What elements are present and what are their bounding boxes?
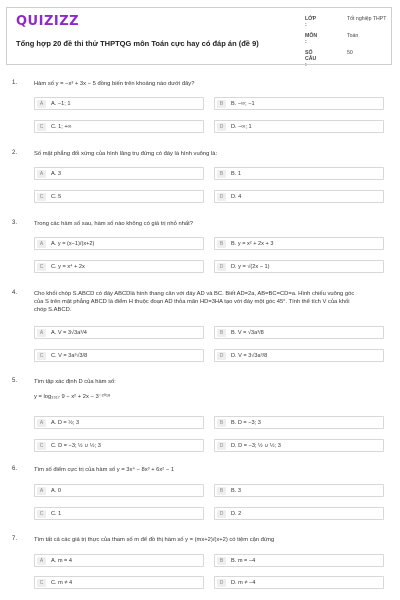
- question-number: 4.: [12, 290, 18, 296]
- option-letter: B: [217, 170, 226, 178]
- meta-value: 50: [347, 50, 353, 56]
- option-text: A. 0: [51, 488, 61, 494]
- option-d[interactable]: [214, 439, 384, 452]
- option-letter: B: [217, 557, 226, 565]
- question-number: 1.: [12, 80, 18, 86]
- option-letter: A: [37, 419, 46, 427]
- option-a[interactable]: [34, 97, 204, 110]
- option-letter: B: [217, 329, 226, 337]
- option-d[interactable]: [214, 349, 384, 362]
- option-letter: C: [37, 123, 46, 131]
- question-text: Tìm tập xác định D của hàm số:: [34, 379, 116, 385]
- option-a[interactable]: [34, 484, 204, 497]
- option-text: C. 5: [51, 194, 62, 200]
- option-letter: B: [217, 419, 226, 427]
- question-number: 2.: [12, 150, 18, 156]
- option-a[interactable]: [34, 237, 204, 250]
- option-d[interactable]: [214, 190, 384, 203]
- question-text: Hàm số y = −x³ + 3x − 5 đồng biến trên khoảng nào dưới đây?: [34, 81, 195, 87]
- question-text: Tìm số điểm cực trị của hàm số y = 3x⁴ − 8x³ + 6x² − 1: [34, 467, 175, 473]
- option-a[interactable]: [34, 554, 204, 567]
- option-b[interactable]: [214, 326, 384, 339]
- option-text: A. −1; 1: [51, 101, 71, 107]
- option-text: B. m = −4: [231, 558, 256, 564]
- option-text: C. y = x⁴ + 2x: [51, 264, 85, 270]
- option-letter: A: [37, 100, 46, 108]
- question-text: Trong các hàm số sau, hàm số nào không có giá trị nhỏ nhất?: [34, 221, 193, 227]
- meta-value: Toán: [347, 33, 359, 39]
- option-text: D. m ≠ −4: [231, 580, 256, 586]
- question-number: 5.: [12, 378, 18, 384]
- question-number: 7.: [12, 536, 18, 542]
- option-c[interactable]: [34, 190, 204, 203]
- option-letter: D: [217, 352, 226, 360]
- option-letter: A: [37, 487, 46, 495]
- option-text: D. 4: [231, 194, 242, 200]
- option-text: C. 1: [51, 511, 62, 517]
- option-text: D. 2: [231, 511, 242, 517]
- option-text: B. V = √3a³/8: [231, 330, 264, 336]
- option-text: A. V = 3√3a³/4: [51, 330, 87, 336]
- quizizz-logo: QUIZIZZ: [16, 14, 80, 29]
- option-text: A. y = (x−1)/(x+2): [51, 241, 95, 247]
- option-letter: C: [37, 442, 46, 450]
- option-letter: D: [217, 193, 226, 201]
- option-c[interactable]: [34, 576, 204, 589]
- question-number: 6.: [12, 466, 18, 472]
- option-c[interactable]: [34, 439, 204, 452]
- worksheet-title: Tổng hợp 20 đề thi thử THPTQG môn Toán cực hay có đáp án (đề 9): [16, 39, 259, 48]
- option-text: D. y = √(2x − 1): [231, 264, 270, 270]
- option-letter: D: [217, 123, 226, 131]
- option-text: D. −∞; 1: [231, 124, 252, 130]
- option-d[interactable]: [214, 576, 384, 589]
- meta-value: Tốt nghiệp THPT: [347, 16, 387, 22]
- question-number: 3.: [12, 220, 18, 226]
- option-b[interactable]: [214, 484, 384, 497]
- option-letter: B: [217, 240, 226, 248]
- option-b[interactable]: [214, 554, 384, 567]
- question-text: Tìm tất cả các giá trị thực của tham số m để đồ thị hàm số y = (mx+2)/(x+2) có tiệm cận đứng: [34, 537, 275, 543]
- option-d[interactable]: [214, 120, 384, 133]
- option-letter: B: [217, 100, 226, 108]
- option-text: B. y = x² + 2x + 3: [231, 241, 274, 247]
- question-formula: y = log₂₀₁₇ 9 − x² + 2x − 3⁻²⁰¹⁸: [34, 394, 111, 400]
- option-text: B. −∞; −1: [231, 101, 255, 107]
- option-text: C. m ≠ 4: [51, 580, 73, 586]
- option-letter: C: [37, 579, 46, 587]
- option-c[interactable]: [34, 260, 204, 273]
- option-b[interactable]: [214, 416, 384, 429]
- option-text: A. 3: [51, 171, 61, 177]
- option-text: C. 1; +∞: [51, 124, 72, 130]
- option-text: A. m = 4: [51, 558, 72, 564]
- option-c[interactable]: [34, 120, 204, 133]
- option-letter: A: [37, 240, 46, 248]
- option-text: B. 3: [231, 488, 241, 494]
- option-letter: C: [37, 193, 46, 201]
- option-letter: D: [217, 579, 226, 587]
- option-text: A. D = ½; 3: [51, 420, 80, 426]
- option-letter: D: [217, 510, 226, 518]
- option-text: C. D = −3; ½ ∪ ½; 3: [51, 443, 101, 449]
- option-a[interactable]: [34, 416, 204, 429]
- option-letter: C: [37, 510, 46, 518]
- meta-key: MÔN :: [305, 33, 318, 45]
- option-text: B. D = −3; 3: [231, 420, 261, 426]
- option-letter: D: [217, 442, 226, 450]
- option-letter: A: [37, 557, 46, 565]
- option-letter: A: [37, 329, 46, 337]
- worksheet-header: [6, 7, 392, 68]
- option-a[interactable]: [34, 167, 204, 180]
- option-text: B. 1: [231, 171, 241, 177]
- question-text: Cho khối chóp S.ABCD có đáy ABCDlà hình thang cân với đáy AD và BC. Biết AD=2a, AB=BC=CD=a. Hình chiếu vuông góc của S trên mặt phẳng ABCD là điểm H thuộc đoạn AD thỏa mãn HD=3HA tạo với đáy một góc 45°. Tính thể tích V của khối chóp S.ABCD.: [34, 291, 355, 313]
- option-text: C. V = 3a³√3/8: [51, 353, 88, 359]
- option-b[interactable]: [214, 237, 384, 250]
- option-d[interactable]: [214, 507, 384, 520]
- option-letter: C: [37, 352, 46, 360]
- meta-key: LỚP :: [305, 16, 316, 28]
- option-letter: C: [37, 263, 46, 271]
- option-text: D. V = 3√3a³/8: [231, 353, 268, 359]
- meta-key: SỐ CÂU :: [305, 50, 317, 68]
- option-c[interactable]: [34, 507, 204, 520]
- option-d[interactable]: [214, 260, 384, 273]
- option-b[interactable]: [214, 97, 384, 110]
- option-a[interactable]: [34, 326, 204, 339]
- option-text: D. D = −3; ½ ∪ ½; 3: [231, 443, 281, 449]
- option-letter: B: [217, 487, 226, 495]
- question-text: Số mặt phẳng đối xứng của hình lăng trụ đứng có đáy là hình vuông là:: [34, 151, 218, 157]
- option-letter: D: [217, 263, 226, 271]
- option-letter: A: [37, 170, 46, 178]
- option-c[interactable]: [34, 349, 204, 362]
- option-b[interactable]: [214, 167, 384, 180]
